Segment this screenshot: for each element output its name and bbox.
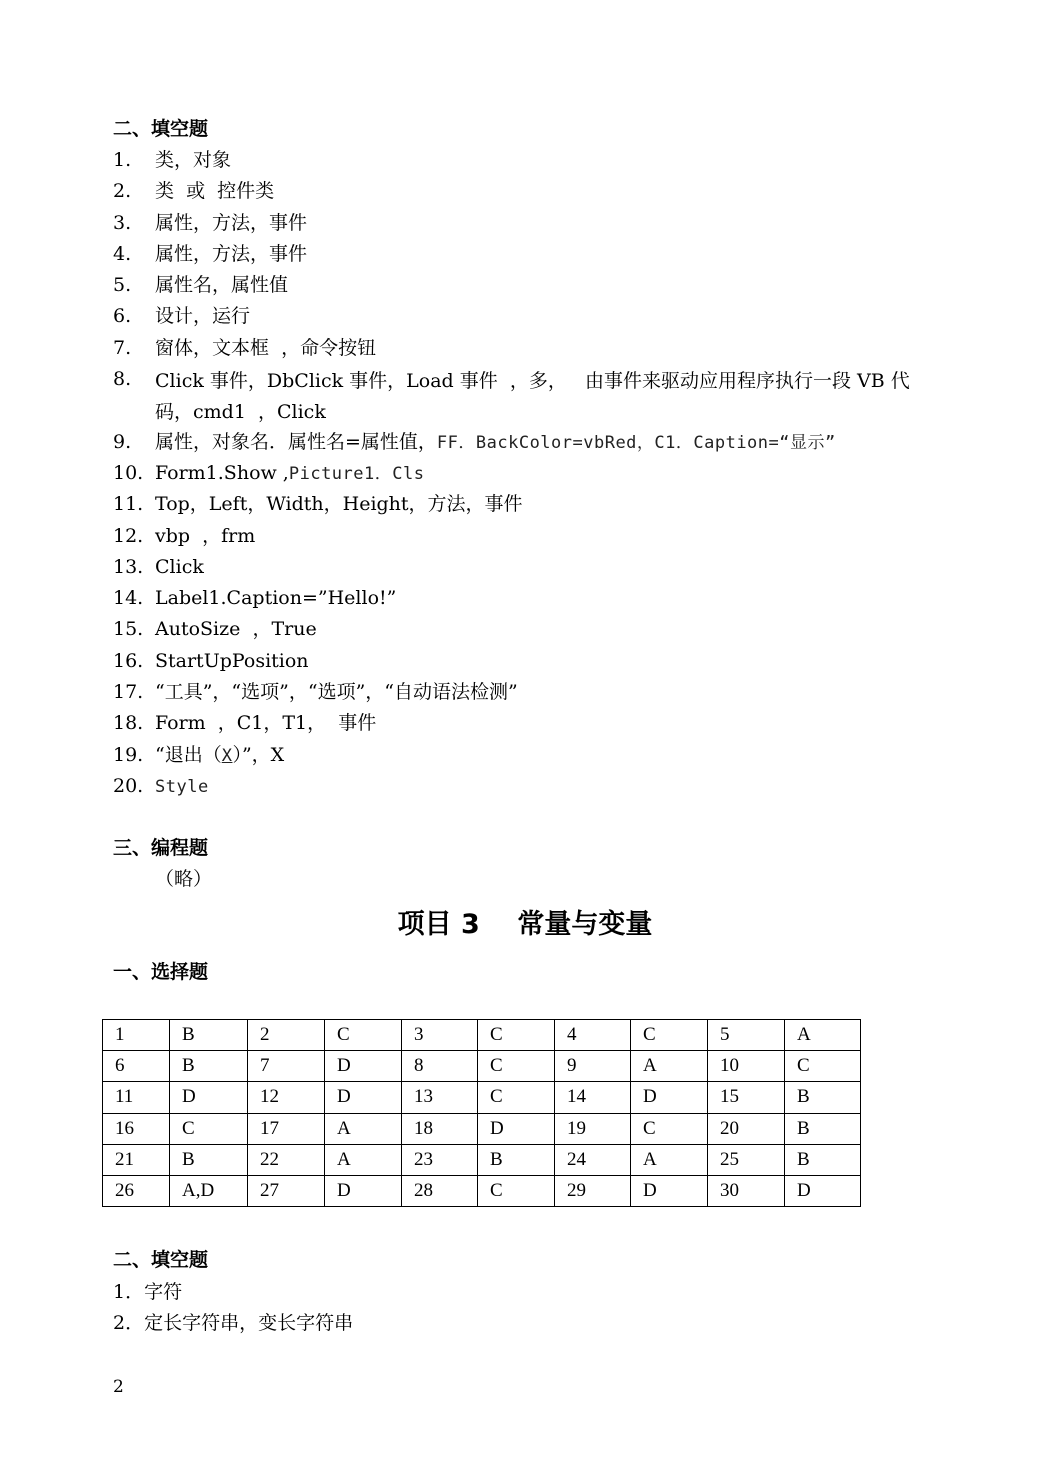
item-answer: 类，对象 [155,149,232,171]
list-item [113,272,945,303]
question-number-cell: 3 [402,1020,478,1051]
list-item [113,335,945,366]
item-number: 16. [113,649,144,672]
answer-cell: C [631,1113,708,1144]
item-answer: 设计，运行 [155,305,251,328]
item-number: 18. [113,712,144,735]
item-answer: 窗体，文本框 ，命令按钮 [155,336,377,359]
question-number-cell: 29 [555,1175,631,1206]
list-item [113,429,945,460]
item-answer: 定长字符串，变长字符串 [144,1312,354,1334]
item-answer-text: ）”，X [232,743,285,766]
answer-cell: D [631,1082,708,1113]
answer-cell: D [785,1175,861,1206]
page-number: 2 [113,1377,124,1397]
item-number: 15. [113,618,144,641]
item-number: 8. [113,368,132,391]
list-item [113,1310,353,1336]
item-answer-code: Style [155,776,209,797]
question-number-cell: 9 [555,1051,631,1082]
answer-cell: A [631,1051,708,1082]
item-number: 11. [113,493,144,516]
question-number-cell: 25 [708,1144,785,1175]
question-number-cell: 10 [708,1051,785,1082]
list-item [113,303,945,334]
question-number-cell: 5 [708,1020,785,1051]
answer-cell: A,D [170,1175,248,1206]
question-number-cell: 8 [402,1051,478,1082]
fill-blank-list [113,147,945,804]
item-answer-code: FF．BackColor=vbRed，C1．Caption=“显示” [436,432,836,453]
question-number-cell: 17 [248,1113,325,1144]
answer-cell: C [785,1051,861,1082]
list-item [113,241,945,272]
item-answer: 属性，方法，事件 [155,242,308,265]
table-row [103,1175,861,1206]
item-number: 2. [113,180,132,203]
question-number-cell: 21 [103,1144,170,1175]
answer-cell: D [325,1051,402,1082]
list-item [113,178,945,209]
answer-cell: D [631,1175,708,1206]
item-number: 12. [113,524,144,547]
list-item [113,679,945,710]
item-number: 10. [113,461,144,484]
item-answer: “工具”，“选项”，“选项”，“自动语法检测” [155,681,518,704]
item-answer: Form ，C1，T1， 事件 [155,712,377,735]
section-heading-multiple-choice: 一、选择题 [113,961,209,983]
question-number-cell: 30 [708,1175,785,1206]
question-number-cell: 6 [103,1051,170,1082]
question-number-cell: 15 [708,1082,785,1113]
list-item [113,1279,182,1305]
item-answer: Click [155,555,204,578]
question-number-cell: 2 [248,1020,325,1051]
item-answer: AutoSize ，True [155,618,317,641]
section-heading-fill-blank-2: 二、填空题 [113,1249,209,1271]
table-row [103,1144,861,1175]
item-number: 1． [113,1281,145,1303]
item-number: 5. [113,274,132,297]
list-item [113,460,945,491]
item-answer: Click 事件，DbClick 事件，Load 事件 ，多， 由事件来驱动应用程序执行一段 VB 代码，cmd1 ，Click [155,370,910,424]
list-item [113,147,945,178]
item-number: 20. [113,774,144,797]
item-answer: 属性，方法，事件 [155,211,308,234]
answer-cell: A [325,1144,402,1175]
answer-cell: A [325,1113,402,1144]
answer-table [102,1019,861,1207]
answer-cell: B [170,1051,248,1082]
answer-cell: B [785,1144,861,1175]
item-number: 3. [113,211,132,234]
answer-cell: D [478,1113,555,1144]
item-number: 17. [113,681,144,704]
item-number: 7. [113,336,132,359]
question-number-cell: 13 [402,1082,478,1113]
question-number-cell: 14 [555,1082,631,1113]
list-item [113,742,945,773]
question-number-cell: 18 [402,1113,478,1144]
list-item [113,523,945,554]
question-number-cell: 24 [555,1144,631,1175]
answer-cell: B [170,1020,248,1051]
answer-cell: C [478,1020,555,1051]
answer-cell: A [631,1144,708,1175]
section-heading-fill-blank: 二、填空题 [113,118,209,140]
table-row [103,1020,861,1051]
list-item [113,773,945,804]
question-number-cell: 27 [248,1175,325,1206]
question-number-cell: 1 [103,1020,170,1051]
item-answer-text: “退出（ [155,743,222,766]
item-answer: Label1.Caption=”Hello!” [155,587,397,610]
answer-cell: B [170,1144,248,1175]
item-answer-text: 属性，对象名．属性名=属性值， [155,430,437,453]
question-number-cell: 22 [248,1144,325,1175]
answer-cell: B [785,1113,861,1144]
item-number: 13. [113,555,144,578]
list-item [113,554,945,585]
question-number-cell: 16 [103,1113,170,1144]
item-answer-code: Picture1．Cls [288,463,425,484]
question-number-cell: 7 [248,1051,325,1082]
table-row [103,1113,861,1144]
item-answer-underlined: X [221,745,233,766]
answer-cell: C [170,1113,248,1144]
question-number-cell: 23 [402,1144,478,1175]
section-heading-programming: 三、编程题 [113,837,209,859]
item-number: 1. [113,149,132,171]
item-number: 9. [113,430,132,453]
list-item [113,366,945,429]
project-title: 项目 3 常量与变量 [397,909,653,940]
table-row [103,1082,861,1113]
answer-cell: D [325,1082,402,1113]
answer-cell: A [785,1020,861,1051]
question-number-cell: 4 [555,1020,631,1051]
answer-cell: D [170,1082,248,1113]
answer-cell: C [325,1020,402,1051]
question-number-cell: 12 [248,1082,325,1113]
answer-cell: C [478,1082,555,1113]
question-number-cell: 11 [103,1082,170,1113]
item-number: 2． [113,1312,145,1334]
item-answer: Top，Left，Width，Height，方法，事件 [155,493,523,516]
item-number: 4. [113,242,132,265]
list-item [113,710,945,741]
list-item [113,491,945,522]
item-answer: vbp ，frm [155,524,256,547]
answer-cell: D [325,1175,402,1206]
answer-cell: B [478,1144,555,1175]
list-item [113,648,945,679]
item-answer-text: Form1.Show , [155,461,289,484]
question-number-cell: 19 [555,1113,631,1144]
item-answer: 属性名，属性值 [155,274,289,297]
item-number: 6. [113,305,132,328]
item-answer: 类 或 控件类 [155,180,275,203]
item-number: 19. [113,743,144,766]
item-answer: 字符 [144,1281,183,1303]
programming-note: （略） [155,868,213,890]
list-item [113,210,945,241]
table-row [103,1051,861,1082]
list-item [113,616,945,647]
answer-cell: C [478,1051,555,1082]
question-number-cell: 20 [708,1113,785,1144]
item-number: 14. [113,587,144,610]
item-answer: StartUpPosition [155,649,309,672]
question-number-cell: 28 [402,1175,478,1206]
question-number-cell: 26 [103,1175,170,1206]
answer-cell: C [631,1020,708,1051]
list-item [113,585,945,616]
answer-cell: C [478,1175,555,1206]
answer-cell: B [785,1082,861,1113]
